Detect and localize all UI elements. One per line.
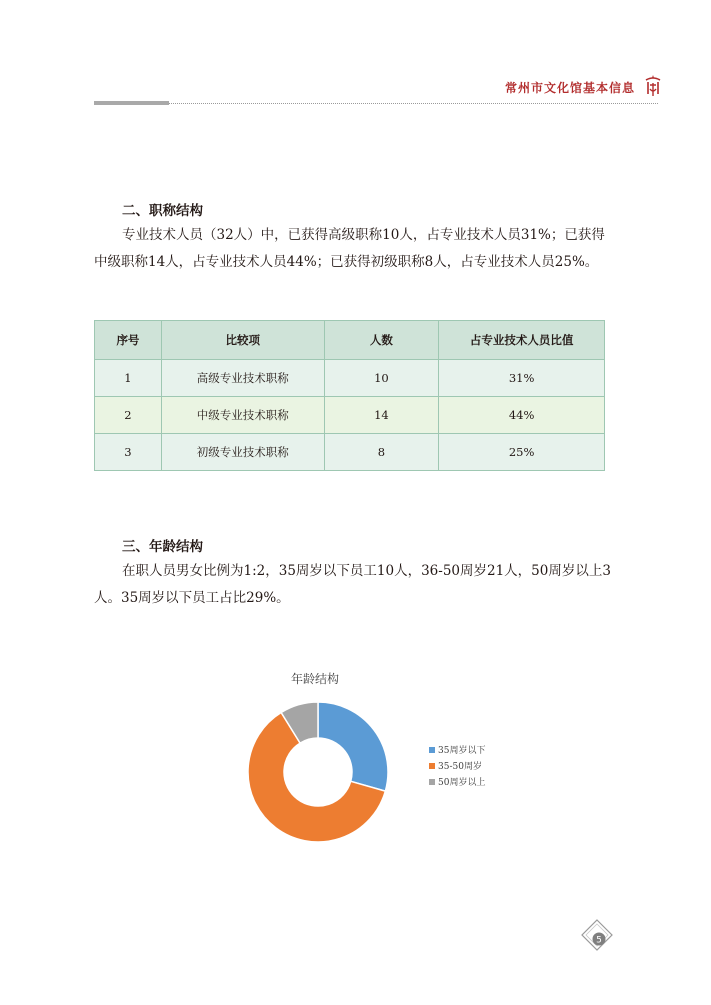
page-number-badge	[580, 918, 614, 952]
table-cell: 中级专业技术职称	[161, 397, 324, 434]
table-header-cell: 人数	[324, 321, 439, 360]
table-header-cell: 序号	[95, 321, 162, 360]
chart-title: 年龄结构	[290, 672, 340, 686]
section2-paragraph: 专业技术人员（32人）中，已获得高级职称10人，占专业技术人员31%；已获得中级职称14人，占专业技术人员44%；已获得初级职称8人，占专业技术人员25%。	[94, 227, 605, 270]
table-header-cell: 比较项	[161, 321, 324, 360]
table-cell: 1	[95, 360, 162, 397]
table-header-cell: 占专业技术人员比值	[439, 321, 605, 360]
legend-label: 35-50周岁	[438, 762, 482, 772]
legend-label: 35周岁以下	[438, 746, 486, 756]
table-cell: 10	[324, 360, 439, 397]
header-rule-solid	[94, 101, 169, 105]
table-cell: 3	[95, 434, 162, 471]
table-row	[95, 360, 605, 397]
age-structure-donut-chart	[240, 660, 510, 850]
table-row	[95, 434, 605, 471]
table-header-row	[95, 321, 605, 360]
table-cell: 高级专业技术职称	[161, 360, 324, 397]
page-number: 5	[596, 935, 602, 946]
table-cell: 初级专业技术职称	[161, 434, 324, 471]
legend-swatch	[429, 747, 435, 753]
table-cell: 14	[324, 397, 439, 434]
table-cell: 25%	[439, 434, 605, 471]
cultural-center-logo-icon	[643, 74, 663, 98]
table-row	[95, 397, 605, 434]
header-rule-dotted	[169, 103, 658, 104]
header-title: 常州市文化馆基本信息	[504, 81, 635, 95]
donut-slice	[318, 702, 388, 791]
section3-heading: 三、年龄结构	[122, 539, 203, 555]
table-cell: 31%	[439, 360, 605, 397]
table-cell: 8	[324, 434, 439, 471]
legend-label: 50周岁以上	[438, 778, 486, 788]
table-cell: 44%	[439, 397, 605, 434]
title-rank-table	[94, 320, 605, 471]
legend-swatch	[429, 763, 435, 769]
legend-swatch	[429, 779, 435, 785]
table-cell: 2	[95, 397, 162, 434]
section2-heading: 二、职称结构	[122, 203, 203, 219]
section3-paragraph: 在职人员男女比例为1:2，35周岁以下员工10人，36-50周岁21人，50周岁以上3人。35周岁以下员工占比29%。	[94, 563, 611, 606]
